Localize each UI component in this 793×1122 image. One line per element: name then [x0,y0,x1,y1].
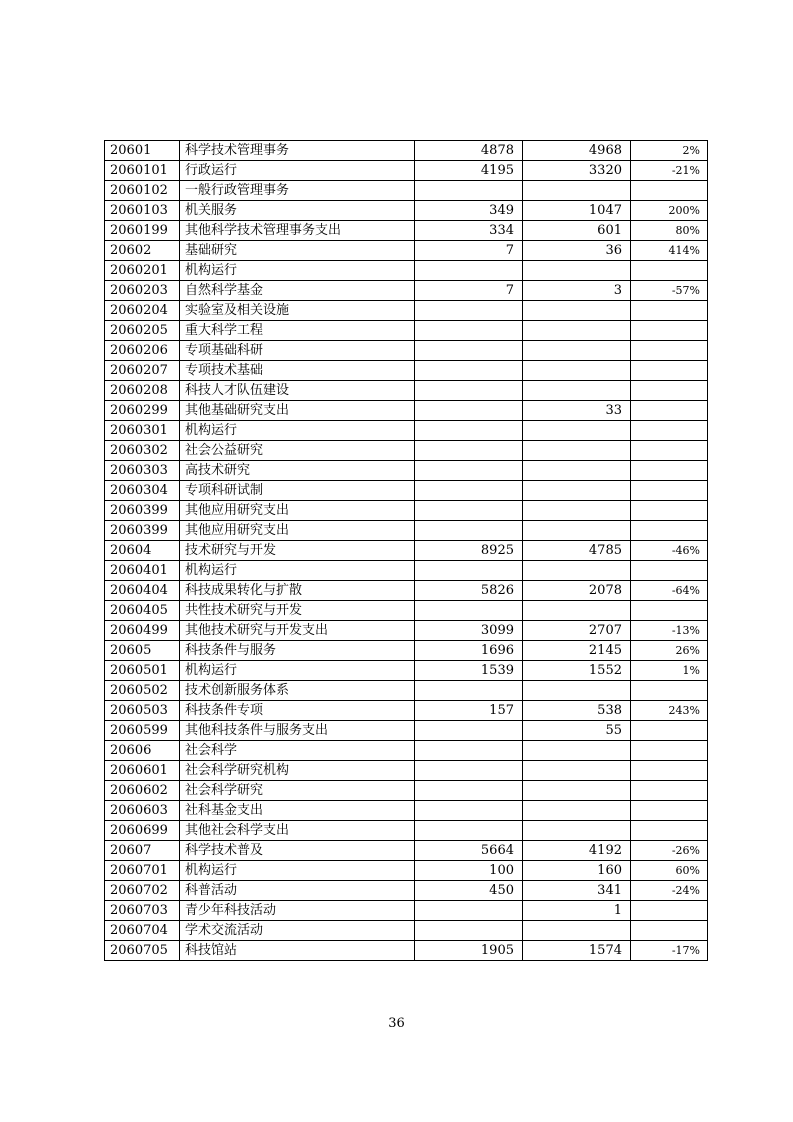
cell-change-pct [631,921,708,941]
cell-code: 2060599 [105,721,180,741]
cell-code: 2060203 [105,281,180,301]
cell-name: 社会公益研究 [180,441,415,461]
cell-name: 高技术研究 [180,461,415,481]
cell-name: 一般行政管理事务 [180,181,415,201]
cell-value-curr [523,561,631,581]
cell-change-pct [631,681,708,701]
cell-change-pct [631,361,708,381]
cell-value-curr [523,681,631,701]
cell-value-prev [415,721,523,741]
table-body [105,141,708,961]
table-row [105,781,708,801]
table-row [105,541,708,561]
table-row [105,801,708,821]
cell-value-curr [523,441,631,461]
table-row [105,361,708,381]
cell-value-curr: 1 [523,901,631,921]
table-row [105,201,708,221]
cell-value-prev [415,501,523,521]
cell-name: 科技条件与服务 [180,641,415,661]
table-row [105,661,708,681]
cell-value-prev [415,481,523,501]
cell-code: 2060302 [105,441,180,461]
table-row [105,261,708,281]
cell-name: 共性技术研究与开发 [180,601,415,621]
cell-name: 其他应用研究支出 [180,501,415,521]
cell-value-prev: 157 [415,701,523,721]
cell-value-prev: 8925 [415,541,523,561]
cell-value-curr [523,341,631,361]
cell-value-prev [415,561,523,581]
cell-name: 其他技术研究与开发支出 [180,621,415,641]
cell-change-pct: -46% [631,541,708,561]
cell-code: 2060503 [105,701,180,721]
cell-code: 2060603 [105,801,180,821]
table-row [105,721,708,741]
cell-name: 行政运行 [180,161,415,181]
cell-value-curr [523,421,631,441]
table-row [105,901,708,921]
cell-code: 2060499 [105,621,180,641]
table-row [105,341,708,361]
cell-value-prev [415,741,523,761]
cell-code: 2060102 [105,181,180,201]
cell-name: 技术创新服务体系 [180,681,415,701]
cell-change-pct [631,901,708,921]
cell-name: 社会科学研究机构 [180,761,415,781]
cell-value-prev: 450 [415,881,523,901]
cell-change-pct [631,761,708,781]
table-row [105,441,708,461]
cell-value-curr [523,321,631,341]
cell-value-prev: 1539 [415,661,523,681]
cell-value-curr [523,821,631,841]
cell-value-prev [415,301,523,321]
cell-name: 机构运行 [180,561,415,581]
cell-change-pct: 2% [631,141,708,161]
table-row [105,401,708,421]
cell-value-prev: 1696 [415,641,523,661]
cell-code: 2060401 [105,561,180,581]
cell-value-curr: 2707 [523,621,631,641]
cell-change-pct [631,561,708,581]
cell-name: 社会科学研究 [180,781,415,801]
cell-value-curr: 33 [523,401,631,421]
cell-value-prev [415,381,523,401]
cell-value-curr [523,501,631,521]
cell-code: 2060601 [105,761,180,781]
cell-value-curr: 1574 [523,941,631,961]
cell-change-pct [631,781,708,801]
cell-change-pct: -17% [631,941,708,961]
cell-value-curr: 4968 [523,141,631,161]
cell-value-prev [415,801,523,821]
cell-change-pct: 243% [631,701,708,721]
cell-value-curr [523,461,631,481]
cell-value-prev: 5664 [415,841,523,861]
cell-value-curr [523,361,631,381]
cell-change-pct: -57% [631,281,708,301]
cell-value-prev [415,361,523,381]
cell-code: 2060602 [105,781,180,801]
cell-change-pct [631,261,708,281]
cell-code: 2060703 [105,901,180,921]
cell-code: 20602 [105,241,180,261]
cell-code: 2060206 [105,341,180,361]
cell-value-prev [415,921,523,941]
cell-value-prev: 4878 [415,141,523,161]
cell-value-prev [415,781,523,801]
cell-value-curr: 2145 [523,641,631,661]
cell-value-curr: 55 [523,721,631,741]
table-row [105,941,708,961]
cell-change-pct: -13% [631,621,708,641]
cell-value-curr [523,921,631,941]
cell-change-pct: 80% [631,221,708,241]
cell-value-prev [415,461,523,481]
cell-value-prev [415,521,523,541]
cell-name: 实验室及相关设施 [180,301,415,321]
table-row [105,761,708,781]
cell-name: 重大科学工程 [180,321,415,341]
cell-name: 科技成果转化与扩散 [180,581,415,601]
table-row [105,561,708,581]
cell-value-prev: 1905 [415,941,523,961]
table-row [105,701,708,721]
cell-code: 20604 [105,541,180,561]
table-row [105,421,708,441]
cell-value-prev [415,261,523,281]
cell-name: 科技馆站 [180,941,415,961]
cell-change-pct [631,401,708,421]
cell-value-curr [523,781,631,801]
cell-value-curr [523,181,631,201]
cell-change-pct: -64% [631,581,708,601]
table-row [105,321,708,341]
cell-name: 机构运行 [180,261,415,281]
cell-value-prev [415,441,523,461]
table-row [105,241,708,261]
cell-value-curr: 4785 [523,541,631,561]
table-row [105,381,708,401]
cell-code: 2060705 [105,941,180,961]
cell-code: 2060704 [105,921,180,941]
cell-value-prev: 334 [415,221,523,241]
table-row [105,301,708,321]
cell-value-curr [523,301,631,321]
cell-value-prev [415,181,523,201]
cell-value-curr [523,381,631,401]
cell-value-curr [523,761,631,781]
cell-name: 学术交流活动 [180,921,415,941]
cell-name: 技术研究与开发 [180,541,415,561]
cell-code: 2060501 [105,661,180,681]
cell-value-curr: 601 [523,221,631,241]
cell-code: 20601 [105,141,180,161]
cell-code: 20607 [105,841,180,861]
cell-value-prev [415,401,523,421]
cell-change-pct [631,301,708,321]
cell-code: 2060699 [105,821,180,841]
cell-change-pct [631,421,708,441]
cell-change-pct: 60% [631,861,708,881]
table-row [105,461,708,481]
cell-change-pct [631,461,708,481]
cell-value-curr [523,261,631,281]
cell-name: 专项技术基础 [180,361,415,381]
table-row [105,161,708,181]
cell-value-prev: 5826 [415,581,523,601]
cell-value-prev [415,681,523,701]
cell-name: 其他应用研究支出 [180,521,415,541]
budget-table [104,140,708,961]
cell-value-curr [523,481,631,501]
table-row [105,861,708,881]
cell-value-prev: 100 [415,861,523,881]
cell-change-pct [631,181,708,201]
cell-name: 科学技术管理事务 [180,141,415,161]
cell-value-curr: 1047 [523,201,631,221]
table-row [105,481,708,501]
cell-value-curr: 2078 [523,581,631,601]
cell-name: 科技人才队伍建设 [180,381,415,401]
cell-code: 2060301 [105,421,180,441]
page-number: 36 [388,1016,405,1031]
cell-code: 2060204 [105,301,180,321]
cell-value-prev [415,601,523,621]
cell-code: 2060208 [105,381,180,401]
cell-code: 2060207 [105,361,180,381]
table-row [105,741,708,761]
cell-value-prev: 3099 [415,621,523,641]
cell-name: 社会科学 [180,741,415,761]
cell-change-pct: 1% [631,661,708,681]
cell-code: 2060101 [105,161,180,181]
cell-code: 2060399 [105,521,180,541]
cell-change-pct [631,741,708,761]
cell-code: 2060299 [105,401,180,421]
cell-code: 2060701 [105,861,180,881]
cell-change-pct [631,521,708,541]
cell-value-curr: 36 [523,241,631,261]
table-row [105,621,708,641]
cell-code: 2060205 [105,321,180,341]
cell-change-pct [631,821,708,841]
cell-change-pct: 414% [631,241,708,261]
table-row [105,581,708,601]
cell-value-curr [523,801,631,821]
table-row [105,681,708,701]
cell-code: 2060502 [105,681,180,701]
table-row [105,281,708,301]
cell-change-pct [631,721,708,741]
table-row [105,821,708,841]
cell-name: 社科基金支出 [180,801,415,821]
cell-code: 2060405 [105,601,180,621]
cell-name: 基础研究 [180,241,415,261]
cell-change-pct [631,321,708,341]
cell-change-pct: 200% [631,201,708,221]
table-row [105,881,708,901]
cell-code: 20606 [105,741,180,761]
cell-value-curr [523,521,631,541]
cell-name: 专项科研试制 [180,481,415,501]
cell-name: 其他科学技术管理事务支出 [180,221,415,241]
table-row [105,601,708,621]
cell-change-pct [631,601,708,621]
cell-value-prev [415,421,523,441]
cell-value-prev: 7 [415,281,523,301]
cell-value-prev [415,761,523,781]
cell-value-curr: 1552 [523,661,631,681]
cell-name: 专项基础科研 [180,341,415,361]
cell-value-prev [415,321,523,341]
table-row [105,641,708,661]
cell-name: 机关服务 [180,201,415,221]
cell-value-prev [415,341,523,361]
cell-name: 机构运行 [180,661,415,681]
table-row [105,521,708,541]
cell-value-curr [523,601,631,621]
cell-change-pct [631,441,708,461]
cell-value-curr: 538 [523,701,631,721]
cell-code: 2060201 [105,261,180,281]
cell-code: 20605 [105,641,180,661]
cell-value-prev [415,901,523,921]
cell-value-curr [523,741,631,761]
cell-name: 其他科技条件与服务支出 [180,721,415,741]
cell-name: 青少年科技活动 [180,901,415,921]
table-row [105,141,708,161]
cell-change-pct: -24% [631,881,708,901]
cell-name: 机构运行 [180,421,415,441]
cell-code: 2060702 [105,881,180,901]
cell-name: 其他社会科学支出 [180,821,415,841]
cell-change-pct: 26% [631,641,708,661]
cell-change-pct [631,341,708,361]
table-row [105,181,708,201]
cell-code: 2060304 [105,481,180,501]
table-row [105,841,708,861]
cell-value-curr: 341 [523,881,631,901]
cell-value-prev [415,821,523,841]
cell-value-prev: 4195 [415,161,523,181]
cell-name: 科技条件专项 [180,701,415,721]
cell-value-curr: 160 [523,861,631,881]
cell-name: 机构运行 [180,861,415,881]
cell-code: 2060303 [105,461,180,481]
table-row [105,921,708,941]
cell-change-pct [631,381,708,401]
cell-change-pct: -26% [631,841,708,861]
cell-name: 其他基础研究支出 [180,401,415,421]
cell-value-prev: 7 [415,241,523,261]
cell-change-pct [631,481,708,501]
cell-name: 科学技术普及 [180,841,415,861]
cell-change-pct [631,501,708,521]
cell-code: 2060404 [105,581,180,601]
cell-name: 自然科学基金 [180,281,415,301]
cell-value-curr: 4192 [523,841,631,861]
table-row [105,501,708,521]
cell-value-prev: 349 [415,201,523,221]
table-row [105,221,708,241]
cell-change-pct: -21% [631,161,708,181]
cell-value-curr: 3 [523,281,631,301]
cell-change-pct [631,801,708,821]
cell-code: 2060399 [105,501,180,521]
cell-value-curr: 3320 [523,161,631,181]
cell-name: 科普活动 [180,881,415,901]
cell-code: 2060103 [105,201,180,221]
cell-code: 2060199 [105,221,180,241]
